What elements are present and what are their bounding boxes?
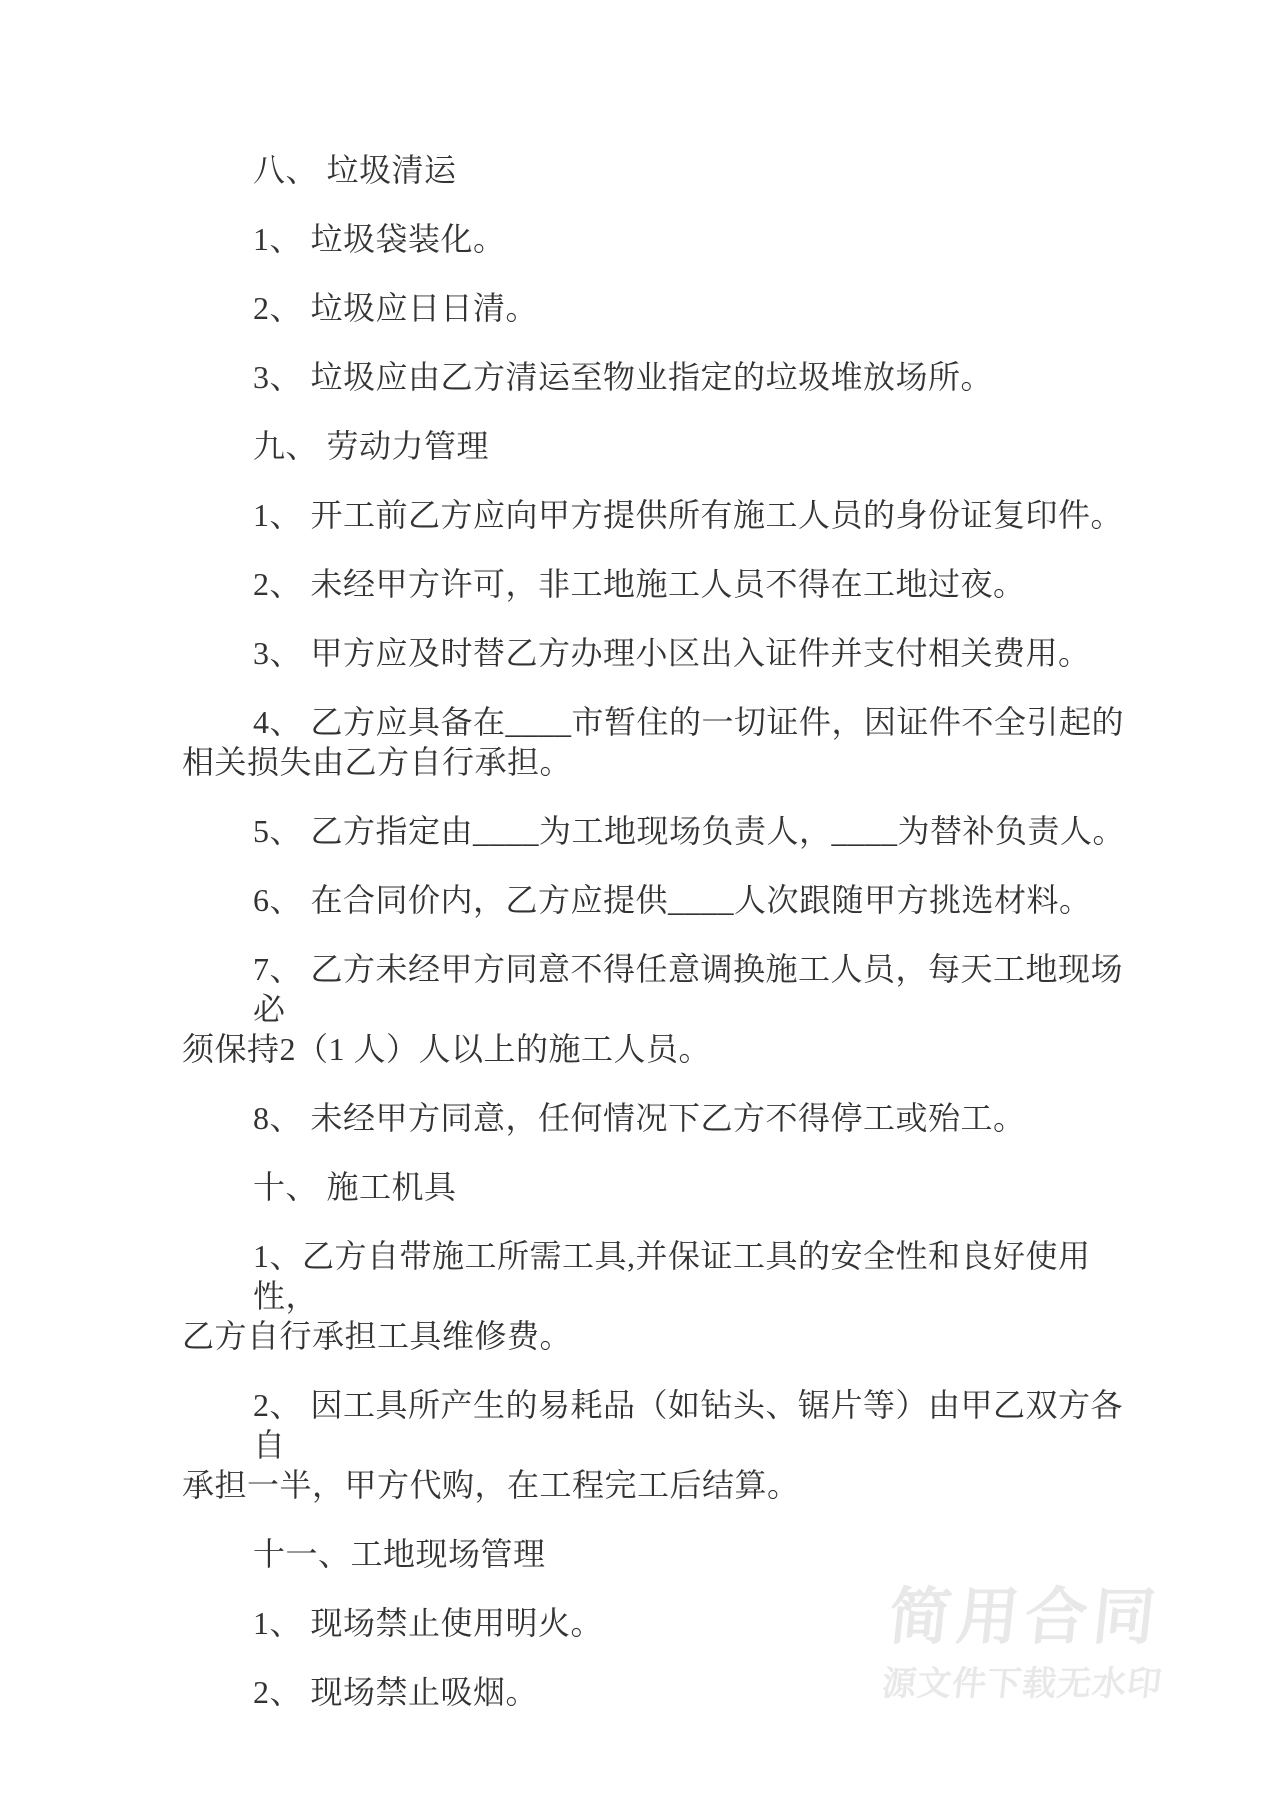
contract-body bbox=[182, 150, 1142, 1741]
text-line: 2、 现场禁止吸烟。 bbox=[253, 1674, 539, 1710]
contract-clause bbox=[182, 702, 1142, 782]
contract-clause bbox=[182, 811, 1142, 851]
contract-clause bbox=[182, 288, 1142, 328]
text-line: 承担一半，甲方代购，在工程完工后结算。 bbox=[182, 1467, 800, 1503]
watermark-title: 简用合同 bbox=[885, 1580, 1166, 1653]
text-line: 8、 未经甲方同意，任何情况下乙方不得停工或殆工。 bbox=[253, 1100, 1026, 1136]
text-line: 八、 垃圾清运 bbox=[253, 152, 457, 188]
contract-clause bbox=[182, 1236, 1142, 1356]
section-heading bbox=[182, 1534, 1142, 1574]
text-line: 2、 因工具所产生的易耗品（如钻头、锯片等）由甲乙双方各自 bbox=[253, 1387, 1124, 1463]
contract-clause bbox=[182, 219, 1142, 259]
watermark-subtitle: 源文件下载无水印 bbox=[880, 1664, 1165, 1704]
text-line: 1、 垃圾袋装化。 bbox=[253, 221, 506, 257]
contract-clause bbox=[182, 495, 1142, 535]
text-line: 3、 垃圾应由乙方清运至物业指定的垃圾堆放场所。 bbox=[253, 359, 994, 395]
text-line: 九、 劳动力管理 bbox=[253, 428, 490, 464]
text-line: 1、乙方自带施工所需工具,并保证工具的安全性和良好使用性， bbox=[253, 1238, 1091, 1314]
text-line: 十一、工地现场管理 bbox=[253, 1536, 546, 1572]
text-line: 乙方自行承担工具维修费。 bbox=[182, 1318, 573, 1354]
section-heading bbox=[182, 426, 1142, 466]
contract-clause bbox=[182, 633, 1142, 673]
text-line: 7、 乙方未经甲方同意不得任意调换施工人员，每天工地现场必 bbox=[253, 951, 1124, 1027]
text-line: 5、 乙方指定由____为工地现场负责人，____为替补负责人。 bbox=[253, 813, 1126, 849]
contract-clause bbox=[182, 949, 1142, 1069]
contract-clause bbox=[182, 880, 1142, 920]
watermark bbox=[880, 1581, 1223, 1704]
text-line: 3、 甲方应及时替乙方办理小区出入证件并支付相关费用。 bbox=[253, 635, 1091, 671]
section-heading bbox=[182, 1167, 1142, 1207]
text-line: 2、 垃圾应日日清。 bbox=[253, 290, 539, 326]
text-line: 6、 在合同价内，乙方应提供____人次跟随甲方挑选材料。 bbox=[253, 882, 1092, 918]
contract-clause bbox=[182, 357, 1142, 397]
text-line: 十、 施工机具 bbox=[253, 1169, 457, 1205]
contract-clause bbox=[182, 1385, 1142, 1505]
text-line: 2、 未经甲方许可，非工地施工人员不得在工地过夜。 bbox=[253, 566, 1026, 602]
contract-clause bbox=[182, 564, 1142, 604]
contract-clause bbox=[182, 1098, 1142, 1138]
text-line: 4、 乙方应具备在____市暂住的一切证件，因证件不全引起的 bbox=[253, 704, 1125, 740]
text-line: 须保持2（1 人）人以上的施工人员。 bbox=[182, 1031, 712, 1067]
text-line: 相关损失由乙方自行承担。 bbox=[182, 744, 573, 780]
text-line: 1、 现场禁止使用明火。 bbox=[253, 1605, 604, 1641]
section-heading bbox=[182, 150, 1142, 190]
text-line: 1、 开工前乙方应向甲方提供所有施工人员的身份证复印件。 bbox=[253, 497, 1124, 533]
